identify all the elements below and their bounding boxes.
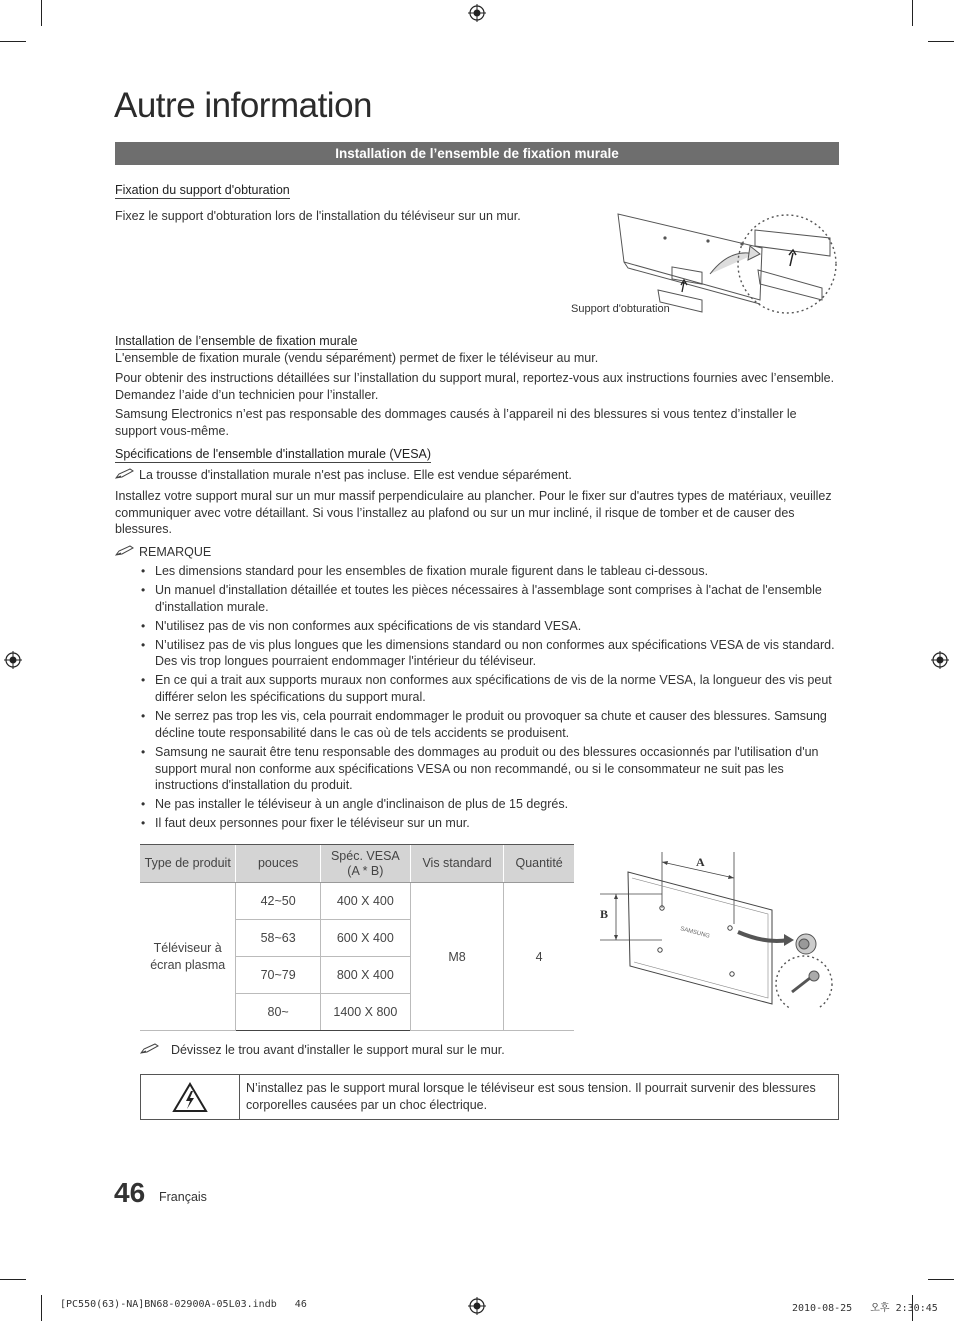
list-item: • Samsung ne saurait être tenu responsable des dommages au produit ou des blessures occasionnés par l'utilisation d'un support mural non conforme aux spécifications VESA ou non recommandé, ou si le consommateur ne suit pas les instructions d'installation du produit.: [140, 744, 840, 794]
inches-cell: 70~79: [236, 957, 320, 994]
electric-warning-icon: [172, 1082, 208, 1113]
crop-mark: [41, 0, 42, 26]
list-item: • Les dimensions standard pour les ensembles de fixation murale figurent dans le tableau ci-dessous.: [140, 563, 840, 580]
crop-mark: [928, 41, 954, 42]
quantity-cell: 4: [504, 883, 574, 1031]
list-item: • Un manuel d'installation détaillée et toutes les pièces nécessaires à l'assemblage sont comprises à l'achat de l'ensemble d'installation murale.: [140, 582, 840, 615]
footer-file-info: [PC550(63)-NA]BN68-02900A-05L03.indb 46: [60, 1299, 307, 1310]
list-item: • Ne pas installer le téléviseur à un angle d'inclinaison de plus de 15 degrés.: [140, 796, 840, 813]
product-type-cell: Téléviseur à écran plasma: [140, 883, 236, 1031]
list-item: • Ne serrez pas trop les vis, cela pourrait endommager le produit ou provoquer sa chute et causer des blessures. Samsung décline toute responsabilité dans le cas où de tels accidents se produisent.: [140, 708, 840, 741]
registration-mark-icon: [931, 651, 949, 669]
table-row: [140, 883, 574, 920]
registration-mark-icon: [4, 651, 22, 669]
list-item: • N’utilisez pas de vis plus longues que les dimensions standard ou non conformes aux spécifications VESA de vis standard. Des vis trop longues pourraient endommager l'intérieur du téléviseur.: [140, 637, 840, 670]
vesa-cell: 1400 X 800: [320, 994, 410, 1031]
crop-mark: [41, 1295, 42, 1321]
note-text: La trousse d'installation murale n'est pas incluse. Elle est vendue séparément.: [139, 468, 572, 482]
remark-label: REMARQUE: [139, 545, 212, 559]
list-item: • N'utilisez pas de vis non conformes aux spécifications de vis standard VESA.: [140, 618, 840, 635]
note-pencil-icon: [140, 1043, 160, 1055]
vesa-cell: 400 X 400: [320, 883, 410, 920]
crop-mark: [928, 1279, 954, 1280]
column-header: Type de produit: [140, 845, 236, 883]
warning-box: [140, 1074, 839, 1120]
registration-mark-icon: [468, 4, 486, 22]
vesa-spec-table: [140, 844, 574, 1031]
crop-mark: [912, 0, 913, 26]
paragraph: L'ensemble de fixation murale (vendu séparément) permet de fixer le téléviseur au mur.: [115, 351, 599, 365]
subheading-wall-mount: Installation de l’ensemble de fixation murale: [115, 334, 358, 348]
list-item: • En ce qui a trait aux supports muraux non conformes aux spécifications de vis de la norme VESA, la longueur des vis peut différer selon les spécifications du support mural.: [140, 672, 840, 705]
tv-brand-label: SAMSUNG: [679, 926, 711, 940]
list-item: • Il faut deux personnes pour fixer le téléviseur sur un mur.: [140, 815, 840, 832]
paragraph: Samsung Electronics n’est pas responsable des dommages causés à l’appareil ni des blessures si vous tentez d’installer le support vous-même.: [115, 407, 797, 438]
note: [140, 1042, 840, 1059]
vesa-cell: 800 X 400: [320, 957, 410, 994]
inches-cell: 80~: [236, 994, 320, 1031]
subheading-blanking-bracket: Fixation du support d'obturation: [115, 183, 290, 197]
page-title: Autre information: [114, 86, 373, 125]
remark-heading: [115, 544, 839, 561]
table-header-row: [140, 845, 574, 883]
note-text: Dévissez le trou avant d'installer le support mural sur le mur.: [170, 1043, 505, 1057]
inches-cell: 42~50: [236, 883, 320, 920]
column-header: pouces: [236, 845, 320, 883]
figure-label: Support d'obturation: [571, 303, 670, 315]
column-header: Vis standard: [410, 845, 503, 883]
column-header: Spéc. VESA (A * B): [320, 845, 410, 883]
page-number: 46: [114, 1177, 146, 1208]
paragraph: Pour obtenir des instructions détaillées sur l’installation du support mural, reportez-vous aux instructions fournies avec l’ensemble. Demandez l’aide d’un technicien pour l’installer.: [115, 371, 835, 402]
subheading-vesa-specs: Spécifications de l'ensemble d'installation murale (VESA): [115, 447, 432, 461]
page-language: Français: [159, 1190, 207, 1204]
inches-cell: 58~63: [236, 920, 320, 957]
remark-list: [140, 563, 840, 834]
paragraph: Installez votre support mural sur un mur massif perpendiculaire au plancher. Pour le fixer sur d'autres types de matériaux, veuillez communiquer avec votre détaillant. Si vous l’installez au plafond ou sur un mur incliné, il risque de tomber et de causer des blessures.: [115, 489, 832, 536]
note-pencil-icon: [115, 468, 135, 480]
crop-mark: [0, 41, 26, 42]
registration-mark-icon: [468, 1297, 486, 1315]
footer-timestamp: 2010-08-25 오후 2:30:45: [792, 1303, 938, 1314]
crop-mark: [0, 1279, 26, 1280]
screw-cell: M8: [410, 883, 503, 1031]
note-pencil-icon: [115, 545, 135, 557]
column-header: Quantité: [504, 845, 574, 883]
note: [115, 467, 839, 484]
tv-back-illustration: [596, 848, 836, 1008]
warning-text: N’installez pas le support mural lorsque le téléviseur est sous tension. Il pourrait survenir des blessures corporelles causées par un choc électrique.: [246, 1081, 816, 1112]
paragraph: Fixez le support d'obturation lors de l'installation du téléviseur sur un mur.: [115, 209, 521, 223]
dimension-label-b: B: [600, 907, 609, 921]
section-header: Installation de l’ensemble de fixation murale: [115, 142, 839, 165]
dimension-label-a: A: [696, 855, 705, 869]
vesa-cell: 600 X 400: [320, 920, 410, 957]
warning-icon-cell: [141, 1075, 240, 1119]
